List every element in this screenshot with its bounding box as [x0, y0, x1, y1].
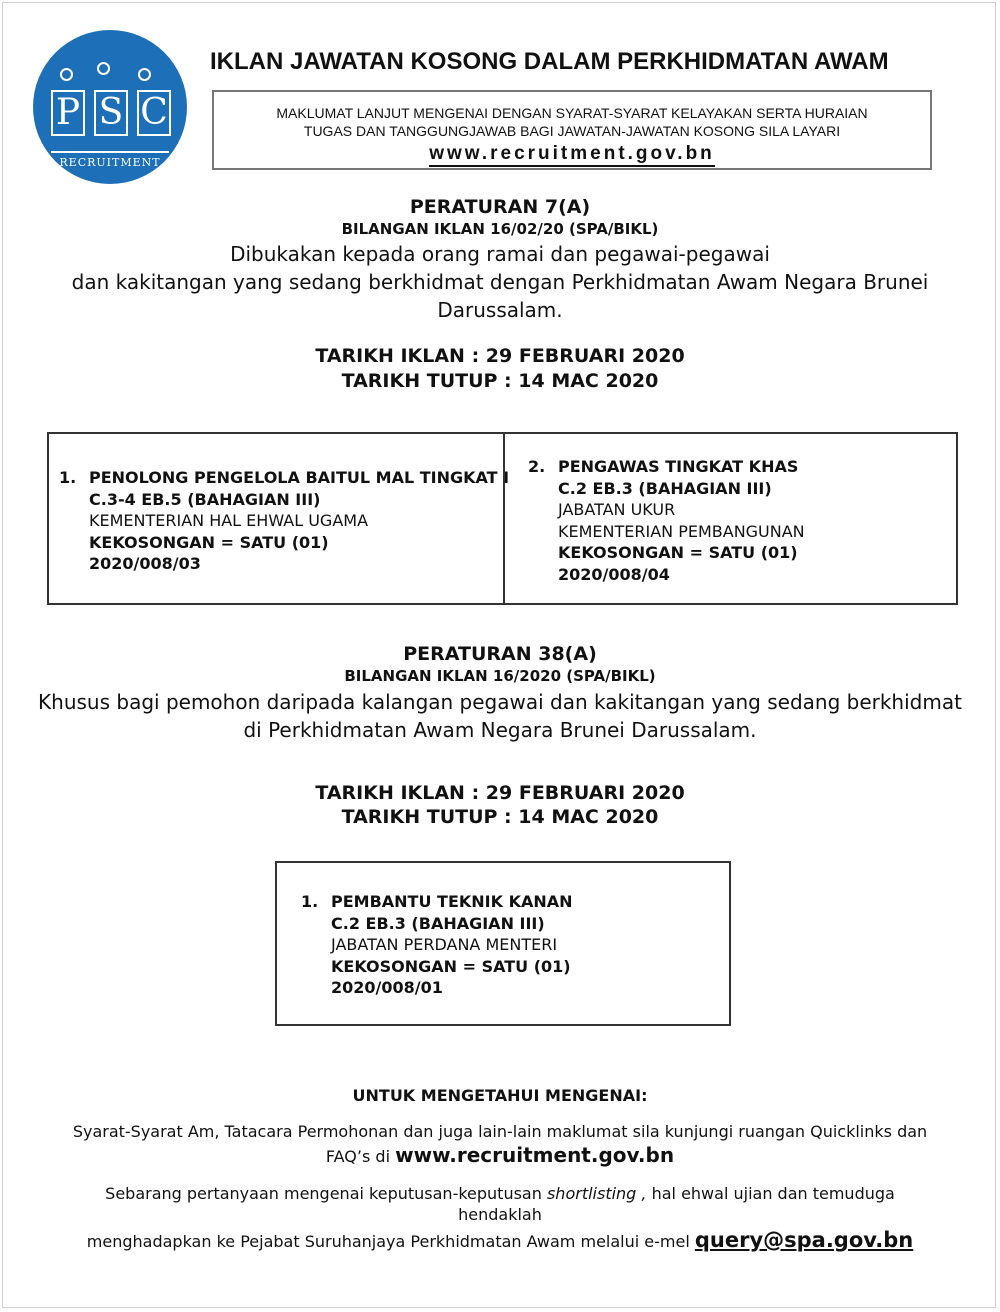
footer-line5	[0, 1229, 1000, 1253]
vacancy-department: JABATAN UKUR	[558, 500, 676, 519]
vacancy-cell-2	[503, 432, 958, 605]
psc-logo	[33, 30, 187, 184]
vacancy-department: JABATAN PERDANA MENTERI	[331, 935, 558, 954]
logo-letter-s: S	[94, 90, 128, 136]
vacancy-number: 1.	[59, 468, 77, 487]
logo-letter-c: C	[137, 90, 171, 136]
section2-ad-date: TARIKH IKLAN : 29 FEBRUARI 2020	[315, 782, 685, 804]
section1-close-date: TARIKH TUTUP : 14 MAC 2020	[341, 370, 659, 392]
section1-desc-line1: Dibukakan kepada orang ramai dan pegawai-pegawai	[230, 242, 770, 266]
footer-url-link[interactable]: www.recruitment.gov.bn	[395, 1143, 675, 1167]
vacancy-cell-3	[275, 861, 731, 1026]
vacancy-title: PEMBANTU TEKNIK KANAN	[331, 892, 573, 911]
section2-desc-line1: Khusus bagi pemohon daripada kalangan pegawai dan kakitangan yang sedang berkhidmat	[38, 690, 962, 714]
vacancy-ref: 2020/008/01	[331, 978, 443, 997]
section2-close-date: TARIKH TUTUP : 14 MAC 2020	[341, 806, 659, 828]
vacancy-count: KEKOSONGAN = SATU (01)	[558, 543, 798, 562]
footer-line5-prefix: menghadapkan ke Pejabat Suruhanjaya Perkhidmatan Awam melalui e-mel	[86, 1232, 690, 1251]
footer-line2-prefix: FAQ’s di	[325, 1147, 391, 1166]
section1-desc-line3: Darussalam.	[437, 298, 563, 322]
vacancy-title: PENGAWAS TINGKAT KHAS	[558, 457, 799, 476]
section2-ad-number: BILANGAN IKLAN 16/2020 (SPA/BIKL)	[344, 667, 656, 685]
vacancy-number: 1.	[301, 892, 319, 911]
footer-heading: UNTUK MENGETAHUI MENGENAI:	[352, 1086, 648, 1105]
vacancy-count: KEKOSONGAN = SATU (01)	[89, 532, 329, 552]
logo-subtitle: RECRUITMENT	[59, 156, 161, 169]
footer-line3-suffix: hal ehwal ujian dan temuduga	[651, 1184, 895, 1203]
section1-desc-line2: dan kakitangan yang sedang berkhidmat dengan Perkhidmatan Awam Negara Brunei	[71, 270, 929, 294]
vacancy-cell-1	[47, 432, 510, 605]
footer-line3-italic: shortlisting ,	[546, 1184, 647, 1203]
vacancy-grade: C.2 EB.3 (BAHAGIAN III)	[558, 478, 772, 498]
vacancy-ministry: KEMENTERIAN HAL EHWAL UGAMA	[89, 511, 369, 530]
footer-line4: hendaklah	[458, 1205, 542, 1224]
logo-dot-icon	[138, 68, 151, 81]
logo-dot-icon	[60, 68, 73, 81]
info-url-link[interactable]: www.recruitment.gov.bn	[429, 143, 715, 167]
vacancy-grade: C.3-4 EB.5 (BAHAGIAN III)	[89, 489, 321, 509]
info-line-2: TUGAS DAN TANGGUNGJAWAB BAGI JAWATAN-JAWATAN KOSONG SILA LAYARI	[303, 123, 841, 139]
logo-dot-icon	[97, 62, 110, 75]
vacancy-number: 2.	[528, 457, 546, 476]
main-title: IKLAN JAWATAN KOSONG DALAM PERKHIDMATAN AWAM	[210, 48, 889, 75]
section2-rule: PERATURAN 38(A)	[403, 643, 597, 665]
footer-email-link[interactable]: query@spa.gov.bn	[694, 1228, 914, 1252]
section1-ad-date: TARIKH IKLAN : 29 FEBRUARI 2020	[315, 345, 685, 367]
info-box	[212, 90, 932, 170]
logo-dots	[33, 68, 187, 88]
vacancy-title: PENOLONG PENGELOLA BAITUL MAL TINGKAT I	[89, 468, 510, 487]
vacancy-ministry: KEMENTERIAN PEMBANGUNAN	[558, 521, 805, 541]
footer-line1: Syarat-Syarat Am, Tatacara Permohonan dan juga lain-lain maklumat sila kunjungi ruangan Quicklinks dan	[72, 1122, 928, 1141]
logo-letter-p: P	[51, 90, 85, 136]
vacancy-grade: C.2 EB.3 (BAHAGIAN III)	[331, 913, 545, 933]
footer-line3-prefix: Sebarang pertanyaan mengenai keputusan-keputusan	[105, 1184, 542, 1203]
logo-letters	[51, 90, 171, 140]
vacancy-count: KEKOSONGAN = SATU (01)	[331, 956, 571, 976]
section1-rule: PERATURAN 7(A)	[409, 196, 591, 218]
pointer-icon	[171, 170, 177, 180]
logo-divider	[51, 151, 169, 153]
footer-line2	[0, 1144, 1000, 1168]
info-line-1: MAKLUMAT LANJUT MENGENAI DENGAN SYARAT-SYARAT KELAYAKAN SERTA HURAIAN	[276, 105, 868, 121]
footer-line3	[0, 1183, 1000, 1205]
section2-desc-line2: di Perkhidmatan Awam Negara Brunei Darussalam.	[243, 718, 757, 742]
section1-ad-number: BILANGAN IKLAN 16/02/20 (SPA/BIKL)	[341, 220, 659, 238]
vacancy-ref: 2020/008/04	[558, 564, 670, 584]
vacancy-ref: 2020/008/03	[89, 554, 201, 573]
